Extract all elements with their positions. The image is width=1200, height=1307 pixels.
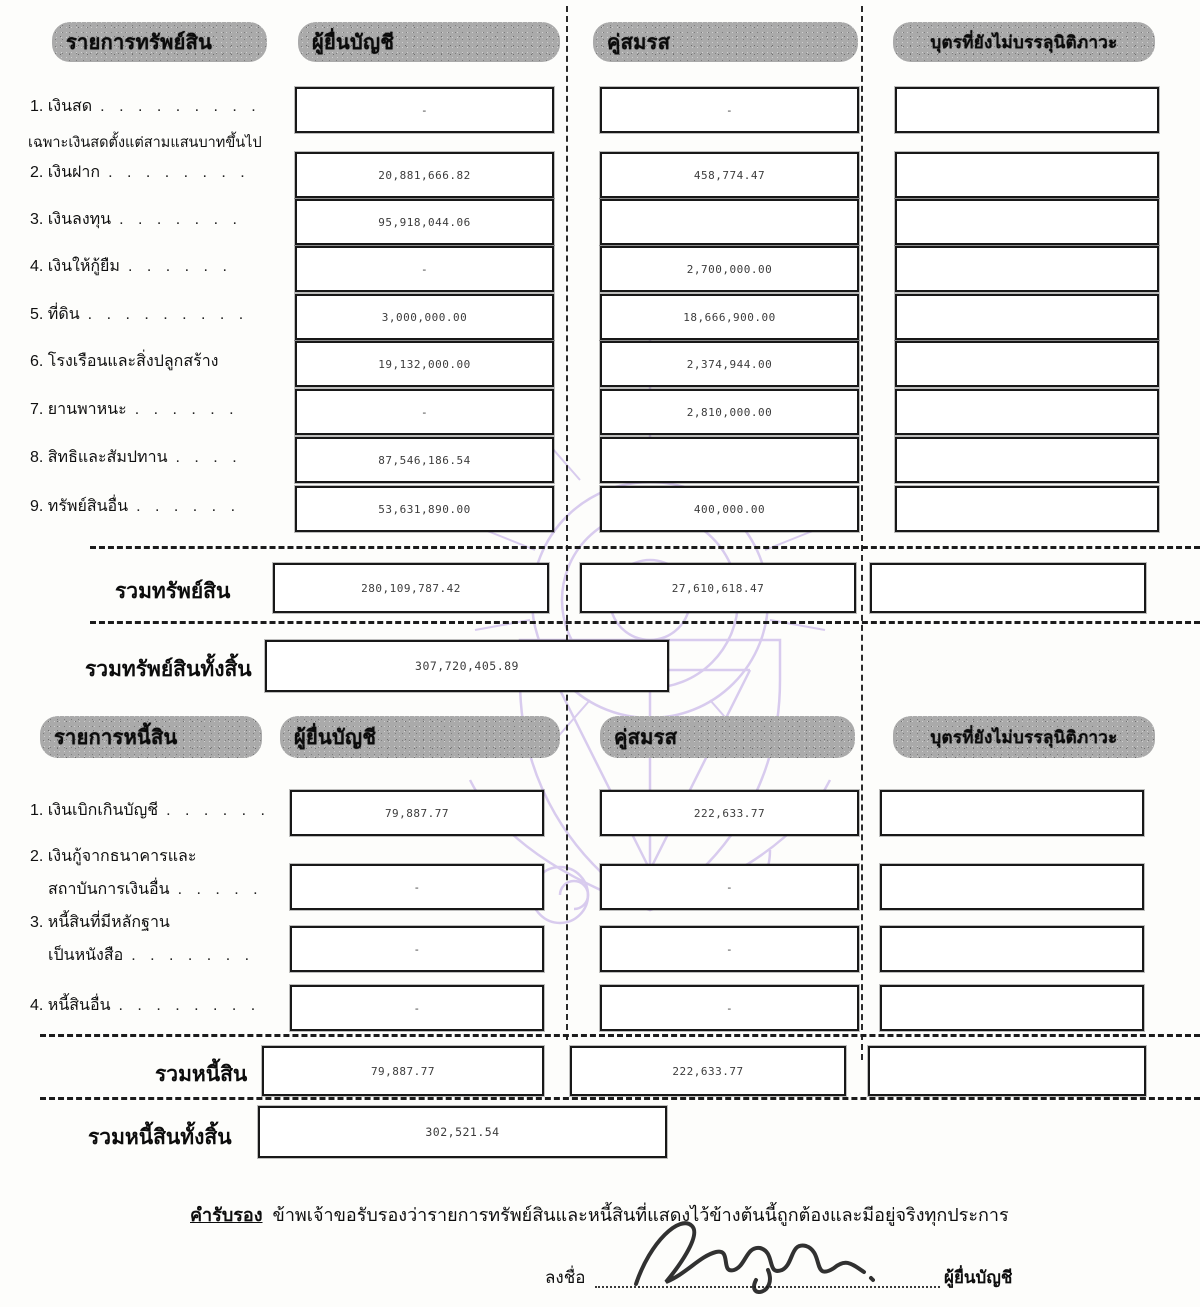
asset-3-declarant-box bbox=[295, 199, 554, 245]
assets-total-spouse-value: 27,610,618.47 bbox=[671, 581, 765, 595]
liability-row-2-label-line2 bbox=[48, 880, 263, 900]
assets-grand-total-text: รวมทรัพย์สินทั้งสิ้น bbox=[85, 658, 252, 681]
liability-1-text: 1. เงินเบิกเกินบัญชี bbox=[30, 802, 159, 819]
column-divider-2 bbox=[861, 6, 863, 1060]
liability-row-2-label-line1 bbox=[30, 847, 196, 867]
asset-9-declarant-value: 53,631,890.00 bbox=[378, 502, 471, 516]
assets-declarant-column-header bbox=[298, 22, 560, 62]
leader-dots: . . . . . . . . bbox=[118, 997, 261, 1014]
asset-6-declarant-value: 19,132,000.00 bbox=[378, 357, 471, 371]
assets-section-header bbox=[52, 22, 267, 62]
asset-4-spouse-box bbox=[600, 246, 859, 292]
asset-8-text: 8. สิทธิและสัมปทาน bbox=[30, 449, 168, 466]
column-divider-1 bbox=[566, 6, 568, 1040]
asset-row-3-label bbox=[30, 210, 242, 230]
asset-1-text: 1. เงินสด bbox=[30, 98, 93, 115]
liability-row-3-label-line1 bbox=[30, 913, 170, 933]
asset-3-text: 3. เงินลงทุน bbox=[30, 211, 112, 228]
liability-row-1-label bbox=[30, 801, 270, 821]
asset-5-spouse-value: 18,666,900.00 bbox=[683, 310, 776, 324]
liabilities-grand-total-label bbox=[88, 1121, 232, 1154]
asset-4-children-box bbox=[895, 246, 1159, 292]
assets-grand-total-box bbox=[265, 640, 669, 692]
liability-2-spouse-value: - bbox=[725, 880, 734, 894]
children-header-label: บุตรที่ยังไม่บรรลุนิติภาวะ bbox=[930, 32, 1118, 52]
children-header-label: บุตรที่ยังไม่บรรลุนิติภาวะ bbox=[930, 727, 1118, 747]
liability-3-children-box bbox=[880, 926, 1144, 972]
assets-total-children-box bbox=[870, 563, 1146, 613]
leader-dots: . . . . . . . . . bbox=[87, 306, 249, 323]
assets-total-text: รวมทรัพย์สิน bbox=[115, 580, 231, 603]
liability-2-declarant-box bbox=[290, 864, 544, 910]
asset-7-text: 7. ยานพาหนะ bbox=[30, 401, 127, 418]
asset-8-declarant-value: 87,546,186.54 bbox=[378, 453, 471, 467]
liability-4-spouse-box bbox=[600, 985, 859, 1031]
asset-7-declarant-box bbox=[295, 389, 554, 435]
asset-9-children-box bbox=[895, 486, 1159, 532]
liabilities-grand-total-box bbox=[258, 1106, 667, 1158]
asset-6-spouse-value: 2,374,944.00 bbox=[686, 357, 773, 371]
liability-4-spouse-value: - bbox=[725, 1001, 734, 1015]
asset-9-text: 9. ทรัพย์สินอื่น bbox=[30, 498, 129, 515]
asset-2-spouse-value: 458,774.47 bbox=[693, 168, 766, 182]
asset-9-declarant-box bbox=[295, 486, 554, 532]
liabilities-children-column-header bbox=[893, 716, 1155, 758]
assets-grand-total-value: 307,720,405.89 bbox=[415, 659, 519, 673]
asset-6-spouse-box bbox=[600, 341, 859, 387]
liabilities-header-label: รายการหนี้สิน bbox=[54, 727, 178, 749]
liability-4-children-box bbox=[880, 985, 1144, 1031]
liabilities-total-declarant-value: 79,887.77 bbox=[370, 1064, 436, 1078]
liability-2-declarant-value: - bbox=[413, 880, 421, 894]
liabilities-total-text: รวมหนี้สิน bbox=[155, 1063, 248, 1086]
asset-row-7-label bbox=[30, 400, 239, 420]
assets-total-declarant-value: 280,109,787.42 bbox=[361, 581, 461, 595]
asset-3-children-box bbox=[895, 199, 1159, 245]
asset-1-declarant-box bbox=[295, 87, 554, 133]
asset-5-text: 5. ที่ดิน bbox=[30, 306, 80, 323]
leader-dots: . . . . . . bbox=[134, 401, 239, 418]
asset-5-declarant-box bbox=[295, 294, 554, 340]
asset-2-children-box bbox=[895, 152, 1159, 198]
asset-8-declarant-box bbox=[295, 437, 554, 483]
liability-1-declarant-box bbox=[290, 790, 544, 836]
asset-5-declarant-value: 3,000,000.00 bbox=[381, 310, 468, 324]
liability-3-spouse-value: - bbox=[725, 942, 734, 956]
asset-row-4-label bbox=[30, 257, 232, 277]
liability-3-text: 3. หนี้สินที่มีหลักฐาน bbox=[30, 914, 170, 931]
liability-4-declarant-value: - bbox=[413, 1001, 421, 1015]
declarant-header-label: ผู้ยื่นบัญชี bbox=[294, 727, 377, 749]
liabilities-declarant-column-header bbox=[280, 716, 560, 758]
signer-role-text: ผู้ยื่นบัญชี bbox=[944, 1268, 1013, 1287]
asset-2-declarant-value: 20,881,666.82 bbox=[378, 168, 471, 182]
liability-2-spouse-box bbox=[600, 864, 859, 910]
liability-1-spouse-box bbox=[600, 790, 859, 836]
assets-total-spouse-box bbox=[580, 563, 856, 613]
asset-1-spouse-value: - bbox=[725, 103, 734, 117]
declarant-header-label: ผู้ยื่นบัญชี bbox=[312, 32, 395, 54]
asset-row-5-label bbox=[30, 305, 248, 325]
asset-4-declarant-value: - bbox=[420, 262, 429, 276]
assets-children-column-header bbox=[893, 22, 1155, 62]
asset-7-spouse-value: 2,810,000.00 bbox=[686, 405, 773, 419]
spouse-header-label: คู่สมรส bbox=[614, 727, 678, 749]
asset-row-8-label bbox=[30, 448, 242, 468]
assets-total-label bbox=[115, 575, 230, 608]
liabilities-total-spouse-value: 222,633.77 bbox=[672, 1064, 744, 1078]
assets-spouse-column-header bbox=[593, 22, 858, 62]
cash-note bbox=[28, 131, 262, 154]
asset-2-declarant-box bbox=[295, 152, 554, 198]
asset-6-text: 6. โรงเรือนและสิ่งปลูกสร้าง bbox=[30, 353, 219, 370]
sign-here-label bbox=[545, 1264, 585, 1291]
liability-4-text: 4. หนี้สินอื่น bbox=[30, 997, 111, 1014]
asset-4-text: 4. เงินให้กู้ยืม bbox=[30, 258, 120, 275]
leader-dots: . . . . . . bbox=[166, 802, 270, 819]
asset-6-children-box bbox=[895, 341, 1159, 387]
liabilities-total-children-box bbox=[868, 1046, 1146, 1096]
asset-5-spouse-box bbox=[600, 294, 859, 340]
dashed-rule bbox=[90, 546, 1200, 549]
leader-dots: . . . . . . . bbox=[119, 211, 242, 228]
signer-role-label bbox=[944, 1264, 1012, 1291]
liabilities-grand-total-value: 302,521.54 bbox=[425, 1125, 500, 1139]
leader-dots: . . . . . bbox=[177, 881, 263, 898]
dashed-rule bbox=[40, 1097, 1200, 1100]
liability-3-spouse-box bbox=[600, 926, 859, 972]
asset-2-text: 2. เงินฝาก bbox=[30, 164, 101, 181]
liability-3-text2: เป็นหนังสือ bbox=[48, 947, 124, 964]
dashed-rule bbox=[40, 1034, 1200, 1037]
liabilities-grand-total-text: รวมหนี้สินทั้งสิ้น bbox=[88, 1126, 232, 1149]
asset-row-9-label bbox=[30, 497, 240, 517]
leader-dots: . . . . . . bbox=[136, 498, 241, 515]
assets-header-label: รายการทรัพย์สิน bbox=[66, 32, 213, 54]
liabilities-total-declarant-box bbox=[262, 1046, 544, 1096]
liability-3-declarant-box bbox=[290, 926, 544, 972]
asset-3-spouse-box bbox=[600, 199, 859, 245]
asset-4-spouse-value: 2,700,000.00 bbox=[686, 262, 773, 276]
leader-dots: . . . . . . bbox=[127, 258, 232, 275]
liability-1-children-box bbox=[880, 790, 1144, 836]
liabilities-spouse-column-header bbox=[600, 716, 855, 758]
liability-2-children-box bbox=[880, 864, 1144, 910]
liability-4-declarant-box bbox=[290, 985, 544, 1031]
asset-2-spouse-box bbox=[600, 152, 859, 198]
spouse-header-label: คู่สมรส bbox=[607, 32, 671, 54]
leader-dots: . . . . . . . . . bbox=[100, 98, 261, 115]
asset-row-2-label bbox=[30, 163, 250, 183]
leader-dots: . . . . bbox=[175, 449, 242, 466]
sign-label-text: ลงชื่อ bbox=[545, 1268, 586, 1287]
asset-row-6-label bbox=[30, 352, 227, 372]
asset-8-children-box bbox=[895, 437, 1159, 483]
certification-text: ข้าพเจ้าขอรับรองว่ารายการทรัพย์สินและหนี้สินที่แสดงไว้ข้างต้นนี้ถูกต้องและมีอยู่จริงทุกประการ bbox=[272, 1205, 1009, 1225]
asset-9-spouse-value: 400,000.00 bbox=[693, 502, 766, 516]
leader-dots: . . . . . . . bbox=[131, 947, 255, 964]
asset-row-1-label bbox=[30, 97, 261, 117]
asset-5-children-box bbox=[895, 294, 1159, 340]
liability-2-text2: สถาบันการเงินอื่น bbox=[48, 881, 170, 898]
asset-4-declarant-box bbox=[295, 246, 554, 292]
liabilities-total-spouse-box bbox=[570, 1046, 846, 1096]
asset-7-children-box bbox=[895, 389, 1159, 435]
liability-row-3-label-line2 bbox=[48, 946, 254, 966]
leader-dots: . . . . . . . . bbox=[108, 164, 250, 181]
liability-1-declarant-value: 79,887.77 bbox=[384, 806, 450, 820]
liability-2-text: 2. เงินกู้จากธนาคารและ bbox=[30, 848, 197, 865]
cash-note-text: เฉพาะเงินสดตั้งแต่สามแสนบาทขึ้นไป bbox=[28, 135, 262, 151]
liabilities-section-header bbox=[40, 716, 262, 758]
asset-1-spouse-box bbox=[600, 87, 859, 133]
asset-6-declarant-box bbox=[295, 341, 554, 387]
handwritten-signature bbox=[628, 1212, 878, 1297]
asset-7-spouse-box bbox=[600, 389, 859, 435]
asset-7-declarant-value: - bbox=[420, 405, 429, 419]
liability-3-declarant-value: - bbox=[413, 942, 421, 956]
asset-9-spouse-box bbox=[600, 486, 859, 532]
liability-row-4-label bbox=[30, 996, 260, 1016]
assets-total-declarant-box bbox=[273, 563, 549, 613]
asset-3-declarant-value: 95,918,044.06 bbox=[378, 215, 471, 229]
certification-title: คำรับรอง bbox=[190, 1205, 263, 1225]
asset-1-declarant-value: - bbox=[420, 103, 429, 117]
dashed-rule bbox=[90, 621, 1200, 624]
assets-grand-total-label bbox=[85, 653, 252, 686]
liability-1-spouse-value: 222,633.77 bbox=[693, 806, 766, 820]
asset-1-children-box bbox=[895, 87, 1159, 133]
liabilities-total-label bbox=[155, 1058, 247, 1091]
asset-8-spouse-box bbox=[600, 437, 859, 483]
